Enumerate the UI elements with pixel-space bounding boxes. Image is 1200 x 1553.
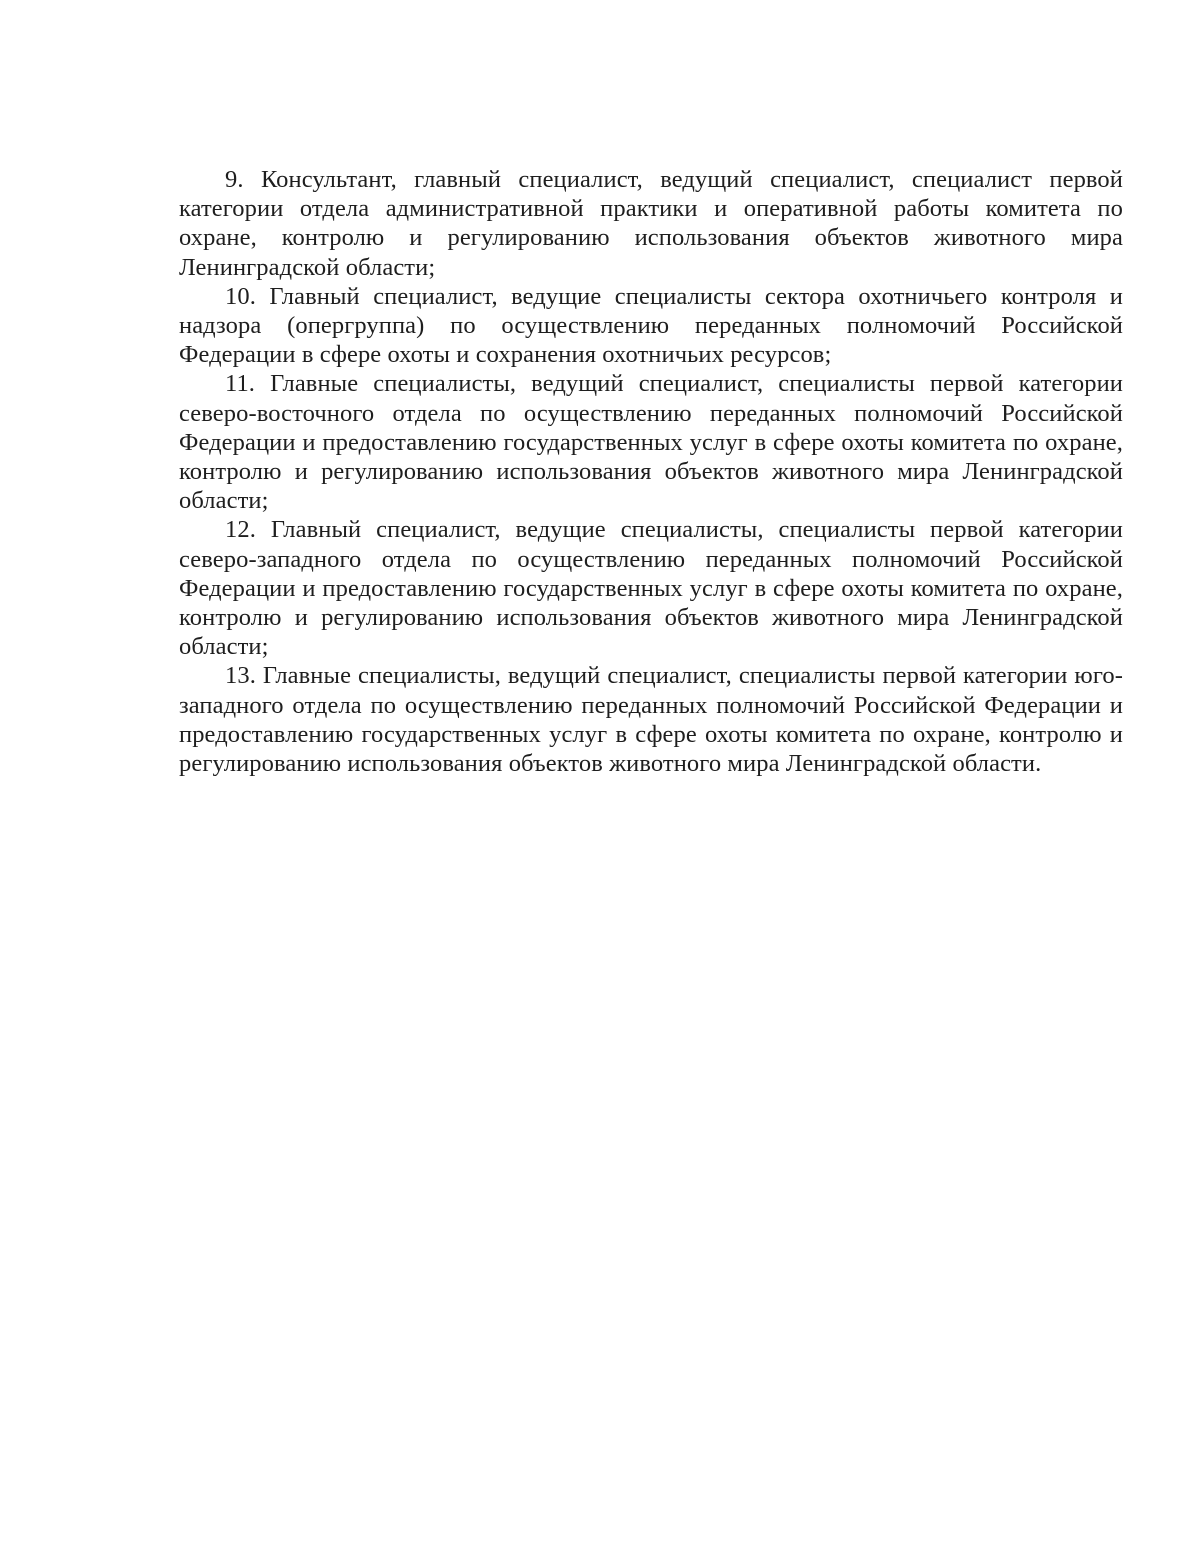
list-item-13 bbox=[179, 661, 1123, 778]
document-body bbox=[179, 165, 1123, 778]
item-number: 13. bbox=[225, 662, 256, 690]
list-item-12 bbox=[179, 515, 1123, 661]
item-text: Главные специалисты, ведущий специалист, специалисты первой категории юго-западного отдела по осуществлению переданных полномочий Российской Федерации и предоставлению государственных услуг в сфере охоты комитета по охране, контролю и регулированию использования объектов животного мира Ленинградской области. bbox=[179, 662, 1123, 778]
item-text: Главный специалист, ведущие специалисты сектора охотничьего контроля и надзора (опергруппа) по осуществлению переданных полномочий Российской Федерации в сфере охоты и сохранения охотничьих ресурсов; bbox=[179, 282, 1123, 369]
item-number: 10. bbox=[225, 282, 256, 310]
item-text: Главные специалисты, ведущий специалист, специалисты первой категории северо-восточного отдела по осуществлению переданных полномочий Российской Федерации и предоставлению государственных услуг в сфере охоты комитета по охране, контролю и регулированию использования объектов животного мира Ленинградской области; bbox=[179, 370, 1123, 515]
list-item-11 bbox=[179, 369, 1123, 515]
list-item-10 bbox=[179, 282, 1123, 370]
item-number: 9. bbox=[225, 166, 244, 193]
item-text: Консультант, главный специалист, ведущий специалист, специалист первой категории отдела административной практики и оперативной работы комитета по охране, контролю и регулированию использования объектов животного мира Ленинградской области; bbox=[179, 166, 1123, 281]
list-item-9 bbox=[179, 165, 1123, 282]
item-number: 12. bbox=[225, 516, 256, 544]
item-text: Главный специалист, ведущие специалисты, специалисты первой категории северо-западного отдела по осуществлению переданных полномочий Российской Федерации и предоставлению государственных услуг в сфере охоты комитета по охране, контролю и регулированию использования объектов животного мира Ленинградской области; bbox=[179, 516, 1123, 661]
item-number: 11. bbox=[225, 370, 256, 398]
